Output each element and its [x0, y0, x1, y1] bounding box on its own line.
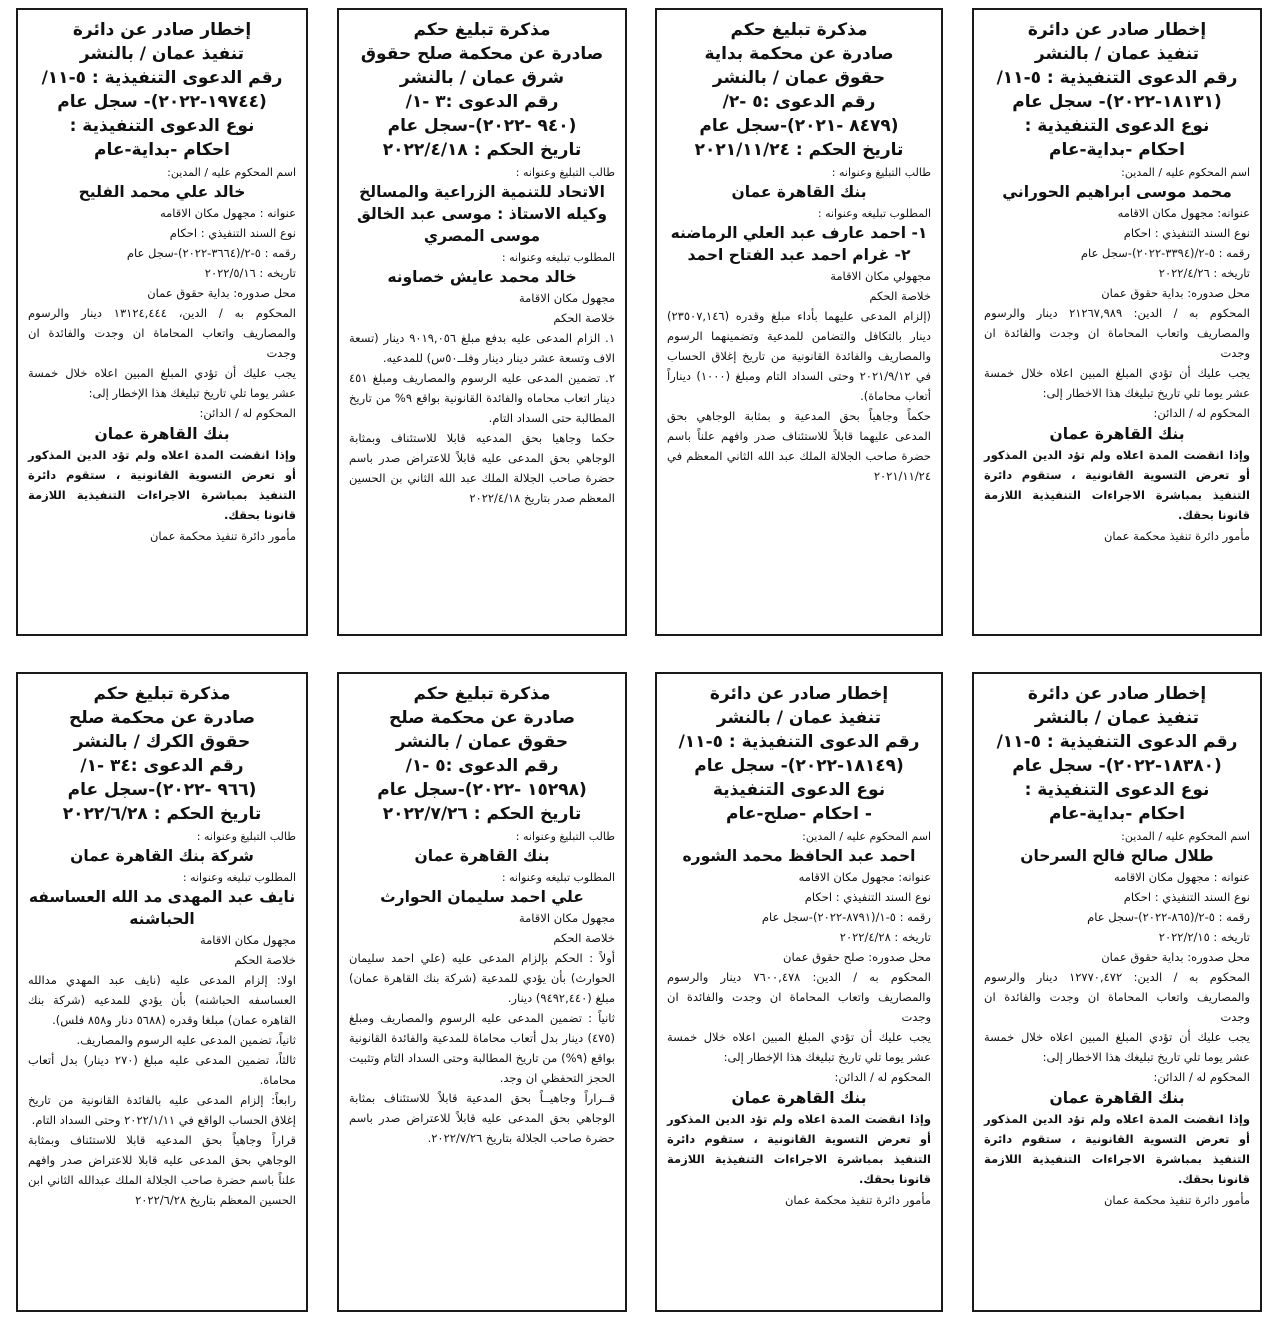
- body-line: عنوانه : مجهول مكان الاقامه: [159, 206, 296, 220]
- notice-title-line: تاريخ الحكم : ٢٠٢٢/٤/١٨: [382, 140, 582, 160]
- notice-title-line: صادرة عن محكمة صلح: [388, 708, 575, 728]
- signature: مأمور دائرة تنفيذ محكمة عمان: [784, 1193, 931, 1207]
- requester-name: بنك القاهرة عمان: [731, 183, 867, 201]
- notice-title-line: (١٩٧٤٤-٢٠٢٢)- سجل عام: [57, 92, 267, 112]
- creditor-name: بنك القاهرة عمان: [731, 1089, 867, 1107]
- body-line: المحكوم به / الدين: ٢١٢٦٧,٩٨٩ دينار والرسوم والمصاريف واتعاب المحاماة ان وجدت والفائدة ان وجدت: [984, 306, 1250, 360]
- notice-title-line: تنفيذ عمان / بالنشر: [1034, 708, 1200, 728]
- respondent-name: نايف عبد المهدى مد الله العساسفه الحباشنه: [28, 888, 296, 928]
- notice-title-line: احكام -بداية-عام: [1048, 140, 1186, 160]
- notice-title-line: حقوق عمان / بالنشر: [712, 68, 886, 88]
- notice-execution-4: [655, 672, 943, 1312]
- requester-label: طالب التبليغ وعنوانه :: [831, 166, 931, 179]
- debtor-label: اسم المحكوم عليه / المدين:: [1121, 830, 1250, 843]
- notice-title-line: (١٨٣٨٠-٢٠٢٢)- سجل عام: [1012, 756, 1222, 776]
- notice-title-line: نوع الدعوى التنفيذية: [712, 780, 886, 800]
- debtor-name: خالد علي محمد الفليح: [78, 183, 246, 201]
- debtor-label: اسم المحكوم عليه / المدين:: [1121, 166, 1250, 179]
- notice-title-line: إخطار صادر عن دائرة: [72, 20, 252, 40]
- notice-title-line: نوع الدعوى التنفيذية :: [69, 116, 255, 136]
- notice-title-line: رقم الدعوى :٣ -١/: [405, 92, 559, 112]
- signature: مأمور دائرة تنفيذ محكمة عمان: [1103, 529, 1250, 543]
- body-line: المحكوم له / الدائن:: [1153, 1070, 1250, 1084]
- notice-title-line: نوع الدعوى التنفيذية :: [1024, 780, 1210, 800]
- respondent-label: المطلوب تبليغه وعنوانه :: [501, 251, 615, 264]
- body-line: مجهول مكان الاقامة: [518, 291, 615, 305]
- debtor-label: اسم المحكوم عليه / المدين:: [167, 166, 296, 179]
- notice-title-line: حقوق عمان / بالنشر: [395, 732, 569, 752]
- notice-title-line: صادرة عن محكمة بداية: [704, 44, 894, 64]
- respondent-name: خالد محمد عايش خصاونه: [387, 268, 577, 286]
- notice-title-line: تنفيذ عمان / بالنشر: [716, 708, 882, 728]
- body-line: رقمه : ٥-١/(٨٧٩١-٢٠٢٢)-سجل عام: [761, 910, 931, 924]
- body-line: خلاصة الحكم: [869, 289, 931, 303]
- body-line: يجب عليك أن تؤدي المبلغ المبين اعلاه خلال خمسة عشر يوما تلي تاريخ تبليغك هذا الإخطار إلى:: [667, 1030, 931, 1064]
- respondent-name: ٢- غرام احمد عبد الفتاح احمد: [687, 246, 911, 264]
- notice-title-line: رقم الدعوى :٣٤ -١/: [80, 756, 244, 776]
- body-line: اولا: إلزام المدعى عليه (نايف عبد المهدي مدالله العساسفه الحباشنه) بأن يؤدي للمدعيه (شركة بنك القاهره عمان) مبلغا وقدره (٥٦٨٨ دنار و٨٥٨ فلس).: [28, 973, 296, 1027]
- respondent-label: المطلوب تبليغه وعنوانه :: [182, 871, 296, 884]
- notice-title-line: تاريخ الحكم : ٢٠٢٢/٦/٢٨: [62, 804, 262, 824]
- notice-title-line: مذكرة تبليغ حكم: [413, 20, 551, 40]
- body-line: ثالثاً، تضمين المدعى عليه مبلغ (٢٧٠ دينار) بدل أتعاب محاماة.: [28, 1053, 297, 1087]
- requester-label: طالب التبليغ وعنوانه :: [196, 830, 296, 843]
- body-line: المحكوم له / الدائن:: [199, 406, 296, 420]
- notice-judgment-4: [16, 672, 308, 1312]
- body-line: محل صدوره: بداية حقوق عمان: [1101, 286, 1250, 300]
- notice-title-line: رقم الدعوى التنفيذية : ٥-١١/: [996, 732, 1238, 752]
- body-line: المحكوم له / الدائن:: [834, 1070, 931, 1084]
- notice-title-line: رقم الدعوى :٥ -٢/: [722, 92, 876, 112]
- notice-title-line: احكام -بداية-عام: [1048, 804, 1186, 824]
- notice-execution-1: [972, 8, 1262, 636]
- body-line: محل صدوره: صلح حقوق عمان: [783, 950, 931, 964]
- notice-title-line: (١٨١٤٩-٢٠٢٢)- سجل عام: [694, 756, 904, 776]
- notice-title-line: - احكام -صلح-عام: [726, 804, 872, 824]
- notice-execution-2: [16, 8, 308, 636]
- notice-title-line: حقوق الكرك / بالنشر: [73, 732, 251, 752]
- notice-title-line: مذكرة تبليغ حكم: [730, 20, 868, 40]
- body-line: (إلزام المدعى عليهما بأداء مبلغ وقدره (٢٣٥٠٧,١٤٦) دينار بالتكافل والتضامن للمدعية وتضمينهما الرسوم والمصاريف والفائدة القانونية من تاريخ إغلاق الحساب في ٢٠٢١/٩/١٢ وحتى السداد التام ومبلغ (١٠٠٠) ديناراً أتعاب محاماة).: [667, 309, 931, 403]
- notice-title-line: شرق عمان / بالنشر: [399, 68, 565, 88]
- body-line: يجب عليك أن تؤدي المبلغ المبين اعلاه خلال خمسة عشر يوما تلي تاريخ تبليغك هذا الاخطار إلى:: [984, 1030, 1250, 1064]
- body-line: عنوانه: مجهول مكان الاقامه: [798, 870, 931, 884]
- body-line: رقمه : ٥-٢/(٣٦٦٤-٢٠٢٢)-سجل عام: [126, 246, 296, 260]
- respondent-name: علي احمد سليمان الحوارث: [380, 888, 584, 906]
- notice-title-line: صادرة عن محكمة صلح: [68, 708, 255, 728]
- body-line: رقمه : ٥-٢/(٨٦٥-٢٠٢٢)-سجل عام: [1087, 910, 1250, 924]
- body-line: حكما وجاهيا بحق المدعيه قابلا للاستئناف وبمثابة الوجاهي بحق المدعى عليه قابلاً للاعتراض صدر باسم حضرة صاحب الجلالة الملك عبد الله الثاني بن الحسين المعظم صدر بتاريخ ٢٠٢٢/٤/١٨: [349, 431, 615, 505]
- body-line: المحكوم به / الدين: ١٢٧٧٠,٤٧٢ دينار والرسوم والمصاريف واتعاب المحاماة ان وجدت والفائدة ان وجدت: [984, 970, 1250, 1024]
- notice-title-line: رقم الدعوى التنفيذية : ٥-١١/: [996, 68, 1238, 88]
- body-line: تاريخه : ٢٠٢٢/٥/١٦: [204, 266, 296, 280]
- notice-title-line: (١٨١٣١-٢٠٢٢)- سجل عام: [1012, 92, 1222, 112]
- creditor-name: بنك القاهرة عمان: [94, 425, 230, 443]
- body-line: خلاصة الحكم: [553, 931, 615, 945]
- respondent-name: ١- احمد عارف عبد العلي الرماضنه: [670, 224, 928, 242]
- requester-label: طالب التبليغ وعنوانه :: [515, 166, 615, 179]
- debtor-name: احمد عبد الحافظ محمد الشوره: [682, 847, 916, 865]
- body-line: خلاصة الحكم: [553, 311, 615, 325]
- notice-judgment-1: [655, 8, 943, 636]
- body-line: مجهول مكان الاقامة: [199, 933, 296, 947]
- body-line: ٢. تضمين المدعى عليه الرسوم والمصاريف ومبلغ ٤٥١ دينار اتعاب محاماه والفائدة القانونية بواقع ٩% من تاريخ المطالبة حتى السداد التام.: [349, 371, 615, 425]
- notice-title-line: (٨٤٧٩ -٢٠٢١)-سجل عام: [699, 116, 899, 136]
- notice-title-line: إخطار صادر عن دائرة: [709, 684, 889, 704]
- respondent-label: المطلوب تبليغه وعنوانه :: [501, 871, 615, 884]
- notice-title-line: صادرة عن محكمة صلح حقوق: [360, 44, 604, 64]
- notice-judgment-3: [337, 672, 627, 1312]
- signature: مأمور دائرة تنفيذ محكمة عمان: [149, 529, 296, 543]
- creditor-name: بنك القاهرة عمان: [1049, 1089, 1185, 1107]
- notice-title-line: رقم الدعوى :٥ -١/: [405, 756, 559, 776]
- notice-title-line: إخطار صادر عن دائرة: [1027, 20, 1207, 40]
- notice-title-line: رقم الدعوى التنفيذية : ٥-١١/: [41, 68, 283, 88]
- body-line: يجب عليك أن تؤدي المبلغ المبين اعلاه خلال خمسة عشر يوما تلي تاريخ تبليغك هذا الإخطار إلى:: [28, 366, 296, 400]
- closing-text: وإذا انقضت المدة اعلاه ولم تؤد الدين المذكور أو تعرض التسوية القانونية ، ستقوم دائرة التنفيذ بمباشرة الاجراءات التنفيذية اللازمة قانونا بحقك.: [984, 448, 1250, 522]
- body-line: مجهولي مكان الاقامة: [830, 269, 931, 283]
- respondent-label: المطلوب تبليغه وعنوانه :: [817, 207, 931, 220]
- requester-name: شركة بنك القاهرة عمان: [70, 847, 254, 865]
- requester-label: طالب التبليغ وعنوانه :: [515, 830, 615, 843]
- notice-title-line: تاريخ الحكم : ٢٠٢٢/٧/٢٦: [382, 804, 582, 824]
- body-line: ثانياً : تضمين المدعى عليه الرسوم والمصاريف ومبلغ (٤٧٥) دينار بدل أتعاب محاماة للمدعية والفائدة القانونية بواقع (٩%) من تاريخ المطالبة وحتى السداد التام وتثبيت الحجز التحفظي ان وجد.: [349, 1011, 615, 1085]
- notice-title-line: (٩٦٦ -٢٠٢٢)-سجل عام: [67, 780, 257, 800]
- body-line: حكماً وجاهياً بحق المدعية و بمثابة الوجاهي بحق المدعى عليهما قابلاً للاستئناف صدر وافهم علناً باسم حضرة صاحب الجلالة الملك عبد الله الثاني المعظم في ٢٠٢١/١١/٢٤: [667, 409, 931, 483]
- body-line: يجب عليك أن تؤدي المبلغ المبين اعلاه خلال خمسة عشر يوما تلي تاريخ تبليغك هذا الاخطار إلى:: [984, 366, 1250, 400]
- body-line: محل صدوره: بداية حقوق عمان: [1101, 950, 1250, 964]
- body-line: نوع السند التنفيذي : احكام: [804, 890, 931, 904]
- body-line: مجهول مكان الاقامة: [518, 911, 615, 925]
- body-line: تاريخه : ٢٠٢٢/٢/١٥: [1158, 930, 1250, 944]
- notice-judgment-2: [337, 8, 627, 636]
- body-line: ثانياً، تضمين المدعى عليه الرسوم والمصاريف.: [76, 1033, 296, 1047]
- body-line: أولاً : الحكم بإلزام المدعى عليه (علي احمد سليمان الحوارث) بأن يؤدي للمدعية (شركة بنك القاهرة عمان) مبلغ (٩٤٩٢,٤٤٠) دينار.: [349, 951, 615, 1005]
- notice-title-line: مذكرة تبليغ حكم: [93, 684, 231, 704]
- body-line: رابعاً: إلزام المدعى عليه بالفائدة القانونية من تاريخ إغلاق الحساب الواقع في ٢٠٢٢/١/١١ وحتى السداد التام.: [28, 1093, 296, 1127]
- notice-title-line: إخطار صادر عن دائرة: [1027, 684, 1207, 704]
- debtor-label: اسم المحكوم عليه / المدين:: [802, 830, 931, 843]
- notice-title-line: تاريخ الحكم : ٢٠٢١/١١/٢٤: [694, 140, 904, 160]
- body-line: المحكوم به / الدين: ٧٦٠٠,٤٧٨ دينار والرسوم والمصاريف واتعاب المحاماة ان وجدت والفائدة ان وجدت: [667, 970, 931, 1024]
- closing-text: وإذا انقضت المدة اعلاه ولم تؤد الدين المذكور أو تعرض التسوية القانونية ، ستقوم دائرة التنفيذ بمباشرة الاجراءات التنفيذية اللازمة قانونا بحقك.: [984, 1112, 1250, 1186]
- body-line: رقمه : ٥-٢/(٣٣٩٤-٢٠٢٢)-سجل عام: [1080, 246, 1250, 260]
- notice-title-line: نوع الدعوى التنفيذية :: [1024, 116, 1210, 136]
- notice-title-line: مذكرة تبليغ حكم: [413, 684, 551, 704]
- notice-title-line: تنفيذ عمان / بالنشر: [79, 44, 245, 64]
- notice-execution-3: [972, 672, 1262, 1312]
- debtor-name: محمد موسى ابراهيم الحوراني: [1002, 183, 1232, 201]
- requester-name: بنك القاهرة عمان: [414, 847, 550, 865]
- requester-name: الاتحاد للتنمية الزراعية والمسالخ وكيله الاستاذ : موسى عبد الخالق موسى المصري: [356, 183, 608, 245]
- body-line: تاريخه : ٢٠٢٢/٤/٢٨: [839, 930, 931, 944]
- debtor-name: طلال صالح فالح السرحان: [1020, 847, 1214, 865]
- body-line: نوع السند التنفيذي : احكام: [1123, 890, 1250, 904]
- body-line: ١. الزام المدعى عليه بدفع مبلغ ٩٠١٩,٠٥٦ دينار (تسعة الاف وتسعة عشر دينار دينار وفلــ٥٠س) للمدعيه.: [349, 331, 615, 365]
- signature: مأمور دائرة تنفيذ محكمة عمان: [1103, 1193, 1250, 1207]
- notice-title-line: رقم الدعوى التنفيذية : ٥-١١/: [678, 732, 920, 752]
- body-line: قــراراً وجاهيــاً بحق المدعية قابلاً للاستئناف بمثابة الوجاهي بحق المدعى عليه قابلاً للاعتراض صدر باسم حضرة صاحب الجلالة بتاريخ ٢٠٢٢/٧/٢٦.: [349, 1091, 615, 1145]
- body-line: نوع السند التنفيذي : احكام: [1123, 226, 1250, 240]
- notice-title-line: احكام -بداية-عام: [93, 140, 231, 160]
- notice-title-line: (٩٤٠ -٢٠٢٢)-سجل عام: [387, 116, 577, 136]
- notice-title-line: تنفيذ عمان / بالنشر: [1034, 44, 1200, 64]
- closing-text: وإذا انقضت المدة اعلاه ولم تؤد الدين المذكور أو تعرض التسوية القانونية ، ستقوم دائرة التنفيذ بمباشرة الاجراءات التنفيذية اللازمة قانونا بحقك.: [28, 448, 296, 522]
- creditor-name: بنك القاهرة عمان: [1049, 425, 1185, 443]
- body-line: قراراً وجاهياً بحق المدعيه قابلا للاستئناف وبمثابة الوجاهي بحق المدعى عليه قابلا للاعتراض صدر وافهم علناً باسم حضرة صاحب الجلالة الملك عبدالله الثاني ابن الحسين المعظم بتاريخ ٢٠٢٢/٦/٢٨: [28, 1133, 296, 1207]
- body-line: عنوانه : مجهول مكان الاقامه: [1113, 870, 1250, 884]
- body-line: عنوانه: مجهول مكان الاقامه: [1117, 206, 1250, 220]
- notice-title-line: (١٥٢٩٨ -٢٠٢٢)-سجل عام: [377, 780, 587, 800]
- body-line: نوع السند التنفيذي : احكام: [169, 226, 296, 240]
- body-line: تاريخه : ٢٠٢٢/٤/٢٦: [1158, 266, 1250, 280]
- body-line: خلاصة الحكم: [234, 953, 296, 967]
- body-line: المحكوم به / الدين، ١٣١٢٤,٤٤٤ دينار والرسوم والمصاريف واتعاب المحاماة ان وجدت والفائدة ان وجدت: [28, 306, 296, 360]
- body-line: المحكوم له / الدائن:: [1153, 406, 1250, 420]
- body-line: محل صدوره: بداية حقوق عمان: [147, 286, 296, 300]
- closing-text: وإذا انقضت المدة اعلاه ولم تؤد الدين المذكور أو تعرض التسوية القانونية ، ستقوم دائرة التنفيذ بمباشرة الاجراءات التنفيذية اللازمة قانونا بحقك.: [667, 1112, 931, 1186]
